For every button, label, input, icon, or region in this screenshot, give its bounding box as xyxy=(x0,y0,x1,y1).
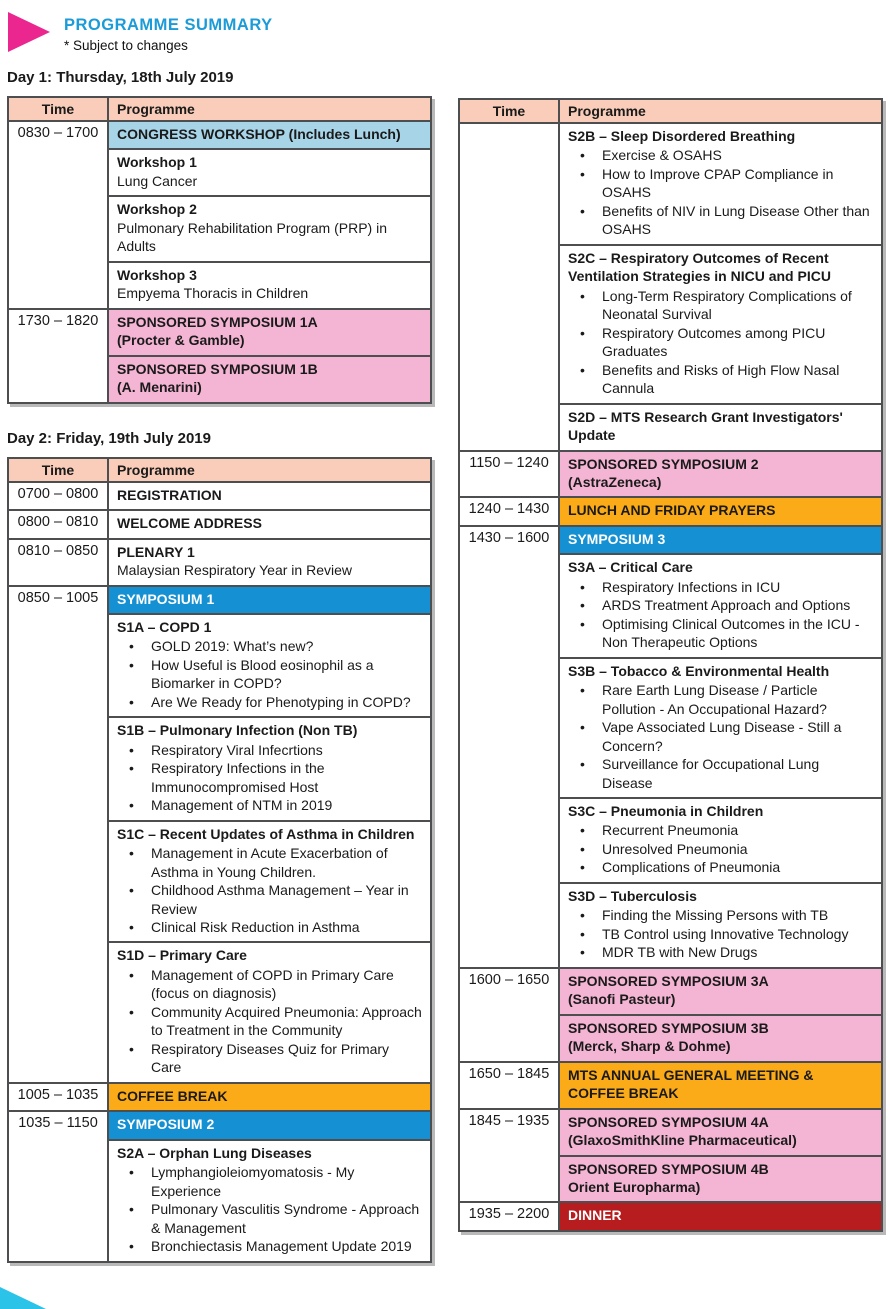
bullet-item: • Rare Earth Lung Disease / Particle Pollution - An Occupational Hazard? xyxy=(568,681,873,718)
time-cell: 1935 – 2200 xyxy=(460,1203,560,1229)
bullet-item: • TB Control using Innovative Technology xyxy=(568,925,873,943)
cell-title: COFFEE BREAK xyxy=(117,1087,228,1104)
cell-subtitle: (Procter & Gamble) xyxy=(117,332,245,349)
bullet-list xyxy=(117,844,422,936)
bullet-item: • Finding the Missing Persons with TB xyxy=(568,906,873,924)
bullet-list xyxy=(117,637,422,711)
programme-cell xyxy=(560,969,881,1014)
time-column-header: Time xyxy=(9,98,109,120)
bullet-item: • Respiratory Diseases Quiz for Primary Care xyxy=(117,1040,422,1077)
programme-cell-stack xyxy=(109,511,430,537)
cell-title: DINNER xyxy=(568,1207,622,1224)
cell-title: S2B – Sleep Disordered Breathing xyxy=(568,128,796,144)
programme-cell xyxy=(560,452,881,497)
programme-cell-stack xyxy=(560,452,881,497)
cell-title: SYMPOSIUM 2 xyxy=(117,1116,215,1133)
time-cell: 1845 – 1935 xyxy=(460,1110,560,1202)
day2-heading: Day 2: Friday, 19th July 2019 xyxy=(7,429,211,447)
programme-cell-stack xyxy=(109,122,430,308)
left-column xyxy=(7,69,432,1263)
time-cell: 1240 – 1430 xyxy=(460,498,560,524)
cell-title: SPONSORED SYMPOSIUM 3A xyxy=(568,972,769,989)
cell-title: SYMPOSIUM 3 xyxy=(568,530,666,547)
cell-subtitle: Empyema Thoracis in Children xyxy=(117,285,309,302)
cell-title: S3C – Pneumonia in Children xyxy=(568,803,764,819)
programme-cell-stack xyxy=(109,1084,430,1110)
programme-cell xyxy=(560,1155,881,1202)
bullet-list xyxy=(568,906,873,961)
bullet-list xyxy=(568,681,873,792)
programme-cell xyxy=(560,553,881,656)
programme-cell-stack xyxy=(560,498,881,524)
time-cell: 1730 – 1820 xyxy=(9,310,109,402)
programme-cell xyxy=(560,1110,881,1155)
bullet-item: • MDR TB with New Drugs xyxy=(568,943,873,961)
programme-cell-stack xyxy=(109,483,430,509)
programme-cell xyxy=(560,657,881,797)
cell-title: Workshop 3 xyxy=(117,266,197,283)
time-cell: 1005 – 1035 xyxy=(9,1084,109,1110)
programme-cell xyxy=(109,310,430,355)
programme-cell xyxy=(109,511,430,537)
cell-title: SPONSORED SYMPOSIUM 2 xyxy=(568,455,759,472)
programme-cell-stack xyxy=(560,1063,881,1108)
cell-title: SPONSORED SYMPOSIUM 4A xyxy=(568,1113,769,1130)
bullet-list xyxy=(568,146,873,238)
programme-cell xyxy=(109,261,430,308)
programme-cell-stack xyxy=(560,1110,881,1202)
cyan-corner-triangle-icon xyxy=(0,1287,46,1309)
cell-title: SYMPOSIUM 1 xyxy=(117,590,215,607)
cell-title: SPONSORED SYMPOSIUM 1A xyxy=(117,313,318,330)
day2-continued-table xyxy=(458,98,883,1232)
time-cell: 0830 – 1700 xyxy=(9,122,109,308)
programme-column-header: Programme xyxy=(117,101,195,117)
time-cell: 1035 – 1150 xyxy=(9,1112,109,1260)
cell-title: Workshop 2 xyxy=(117,201,197,218)
cell-title: S3A – Critical Care xyxy=(568,559,693,576)
bullet-item: • Community Acquired Pneumonia: Approach to Treatment in the Community xyxy=(117,1003,422,1040)
bullet-item: • Surveillance for Occupational Lung Disease xyxy=(568,755,873,792)
bullet-item: • Childhood Asthma Management – Year in Review xyxy=(117,881,422,918)
time-block-row xyxy=(9,120,430,308)
bullet-item: • Respiratory Outcomes among PICU Graduates xyxy=(568,324,873,361)
programme-cell xyxy=(109,148,430,195)
programme-cell xyxy=(109,122,430,148)
bullet-item: • GOLD 2019: What’s new? xyxy=(117,637,422,655)
time-block-row xyxy=(9,509,430,537)
bullet-item: • Management in Acute Exacerbation of Asthma in Young Children. xyxy=(117,844,422,881)
programme-cell xyxy=(109,483,430,509)
time-cell: 1600 – 1650 xyxy=(460,969,560,1061)
time-cell xyxy=(460,124,560,450)
cell-title: S2D – MTS Research Grant Investigators' Update xyxy=(568,408,843,444)
cell-title: S2C – Respiratory Outcomes of Recent Ventilation Strategies in NICU and PICU xyxy=(568,249,831,285)
page-title: PROGRAMME SUMMARY xyxy=(64,16,273,34)
pink-triangle-icon xyxy=(8,12,50,52)
cell-subtitle: (A. Menarini) xyxy=(117,379,202,396)
time-block-row xyxy=(460,525,881,967)
time-cell: 1150 – 1240 xyxy=(460,452,560,497)
programme-column-header: Programme xyxy=(568,103,646,119)
bullet-item: • Are We Ready for Phenotyping in COPD? xyxy=(117,693,422,711)
time-cell: 1430 – 1600 xyxy=(460,527,560,967)
day1-table xyxy=(7,96,432,404)
cell-title: SPONSORED SYMPOSIUM 3B xyxy=(568,1019,769,1036)
bullet-item: • Complications of Pneumonia xyxy=(568,858,873,876)
programme-cell xyxy=(109,587,430,613)
bullet-item: • Recurrent Pneumonia xyxy=(568,821,873,839)
bullet-list xyxy=(568,578,873,652)
bullet-item: • Long-Term Respiratory Complications of Neonatal Survival xyxy=(568,287,873,324)
bullet-item: • ARDS Treatment Approach and Options xyxy=(568,596,873,614)
programme-cell xyxy=(560,797,881,882)
programme-cell xyxy=(560,882,881,967)
programme-cell-stack xyxy=(560,527,881,967)
bullet-item: • Optimising Clinical Outcomes in the ICU - Non Therapeutic Options xyxy=(568,615,873,652)
bullet-item: • Lymphangioleiomyomatosis - My Experience xyxy=(117,1163,422,1200)
right-column xyxy=(458,69,883,1263)
programme-cell-stack xyxy=(109,1112,430,1260)
cell-title: WELCOME ADDRESS xyxy=(117,515,262,532)
programme-cell xyxy=(109,820,430,942)
cell-subtitle: (AstraZeneca) xyxy=(568,473,662,490)
table-header-row xyxy=(460,100,881,122)
time-block-row xyxy=(9,538,430,585)
cell-title: MTS ANNUAL GENERAL MEETING & COFFEE BREAK xyxy=(568,1066,814,1102)
time-block-row xyxy=(460,1108,881,1202)
programme-cell xyxy=(109,1112,430,1138)
programme-cell xyxy=(560,498,881,524)
time-block-row xyxy=(460,450,881,497)
cell-title: PLENARY 1 xyxy=(117,543,195,560)
programme-cell-stack xyxy=(109,310,430,402)
programme-cell xyxy=(109,355,430,402)
cell-title: S3D – Tuberculosis xyxy=(568,887,697,904)
cell-subtitle: Pulmonary Rehabilitation Program (PRP) in Adults xyxy=(117,219,387,255)
bullet-item: • Management of NTM in 2019 xyxy=(117,796,422,814)
bullet-list xyxy=(117,966,422,1077)
time-cell: 0810 – 0850 xyxy=(9,540,109,585)
cell-title: CONGRESS WORKSHOP (Includes Lunch) xyxy=(117,126,401,142)
bullet-item: • Clinical Risk Reduction in Asthma xyxy=(117,918,422,936)
programme-cell xyxy=(560,527,881,553)
programme-cell xyxy=(109,716,430,819)
programme-cell xyxy=(560,1014,881,1061)
time-block-row xyxy=(9,308,430,402)
day1-heading: Day 1: Thursday, 18th July 2019 xyxy=(7,69,234,86)
cell-title: SPONSORED SYMPOSIUM 1B xyxy=(117,360,318,377)
time-block-row xyxy=(460,496,881,524)
time-block-row xyxy=(460,967,881,1061)
programme-cell xyxy=(560,1203,881,1229)
programme-cell xyxy=(109,941,430,1081)
programme-cell-stack xyxy=(560,969,881,1061)
time-column-header: Time xyxy=(460,100,560,122)
page-header xyxy=(0,0,890,53)
time-block-row xyxy=(460,1061,881,1108)
day2-table xyxy=(7,457,432,1263)
bullet-list xyxy=(568,287,873,398)
bullet-item: • Exercise & OSAHS xyxy=(568,146,873,164)
time-cell: 0850 – 1005 xyxy=(9,587,109,1082)
bullet-item: • Respiratory Infections in the Immunocompromised Host xyxy=(117,759,422,796)
time-block-row xyxy=(9,1110,430,1260)
cell-title: S1D – Primary Care xyxy=(117,947,247,964)
two-column-layout xyxy=(7,69,883,1263)
cell-title: REGISTRATION xyxy=(117,486,222,503)
bullet-item: • Bronchiectasis Management Update 2019 xyxy=(117,1237,422,1255)
programme-cell-stack xyxy=(109,587,430,1082)
bullet-list xyxy=(117,741,422,815)
time-block-row xyxy=(460,1201,881,1229)
cell-subtitle: Lung Cancer xyxy=(117,172,198,189)
bullet-item: • How Useful is Blood eosinophil as a Biomarker in COPD? xyxy=(117,656,422,693)
programme-cell-stack xyxy=(560,124,881,450)
programme-cell xyxy=(560,124,881,244)
cell-title: S1B – Pulmonary Infection (Non TB) xyxy=(117,722,358,739)
bullet-item: • Benefits and Risks of High Flow Nasal Cannula xyxy=(568,361,873,398)
time-block-row xyxy=(9,1082,430,1110)
bullet-item: • Respiratory Viral Infecrtions xyxy=(117,741,422,759)
programme-cell-stack xyxy=(109,540,430,585)
cell-subtitle: (GlaxoSmithKline Pharmaceutical) xyxy=(568,1132,797,1149)
page-subtitle: * Subject to changes xyxy=(64,38,188,53)
programme-cell xyxy=(560,1063,881,1108)
bullet-item: • Unresolved Pneumonia xyxy=(568,840,873,858)
bullet-item: • Pulmonary Vasculitis Syndrome - Approach & Management xyxy=(117,1200,422,1237)
programme-cell xyxy=(109,540,430,585)
cell-subtitle: Malaysian Respiratory Year in Review xyxy=(117,562,352,579)
table-header-row xyxy=(9,459,430,481)
bullet-item: • Vape Associated Lung Disease - Still a Concern? xyxy=(568,718,873,755)
time-cell: 0700 – 0800 xyxy=(9,483,109,509)
cell-title: SPONSORED SYMPOSIUM 4B xyxy=(568,1160,769,1177)
time-block-row xyxy=(460,122,881,450)
programme-cell xyxy=(109,1139,430,1261)
time-block-row xyxy=(9,585,430,1082)
bullet-item: • Respiratory Infections in ICU xyxy=(568,578,873,596)
programme-cell xyxy=(109,1084,430,1110)
programme-cell xyxy=(560,403,881,450)
cell-subtitle: (Merck, Sharp & Dohme) xyxy=(568,1038,731,1055)
header-text xyxy=(64,12,273,53)
cell-subtitle: (Sanofi Pasteur) xyxy=(568,991,676,1008)
bullet-list xyxy=(568,821,873,876)
cell-title: S1C – Recent Updates of Asthma in Children xyxy=(117,825,415,842)
cell-title: S1A – COPD 1 xyxy=(117,618,212,635)
time-column-header: Time xyxy=(9,459,109,481)
programme-column-header: Programme xyxy=(117,461,195,478)
cell-title: Workshop 1 xyxy=(117,154,197,171)
table-header-row xyxy=(9,98,430,120)
bullet-list xyxy=(117,1163,422,1255)
cell-title: S2A – Orphan Lung Diseases xyxy=(117,1144,312,1161)
time-block-row xyxy=(9,481,430,509)
programme-cell-stack xyxy=(560,1203,881,1229)
programme-cell xyxy=(109,195,430,260)
bullet-item: • How to Improve CPAP Compliance in OSAHS xyxy=(568,165,873,202)
programme-cell xyxy=(109,613,430,716)
programme-cell xyxy=(560,244,881,403)
bullet-item: • Benefits of NIV in Lung Disease Other than OSAHS xyxy=(568,202,873,239)
bullet-item: • Management of COPD in Primary Care (focus on diagnosis) xyxy=(117,966,422,1003)
time-cell: 1650 – 1845 xyxy=(460,1063,560,1108)
cell-title: S3B – Tobacco & Environmental Health xyxy=(568,662,830,679)
time-cell: 0800 – 0810 xyxy=(9,511,109,537)
cell-subtitle: Orient Europharma) xyxy=(568,1178,701,1195)
cell-title: LUNCH AND FRIDAY PRAYERS xyxy=(568,502,776,519)
